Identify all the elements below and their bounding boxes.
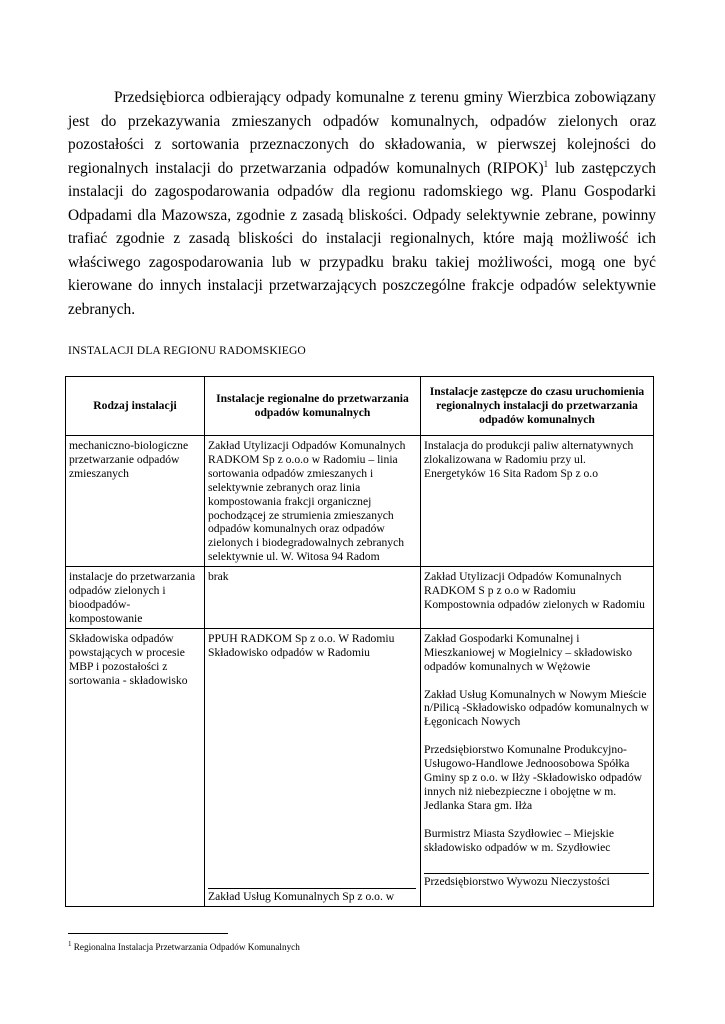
substitute-entry: Burmistrz Miasta Szydłowiec – Miejskie składowisko odpadów w m. Szydłowiec (424, 826, 614, 854)
footnote-text: Regionalna Instalacja Przetwarzania Odpadów Komunalnych (73, 942, 300, 953)
footnote-ref: 1 (543, 158, 549, 169)
cut-regional: Zakład Usług Komunalnych Sp z o.o. w (208, 888, 416, 904)
cut-substitute: Przedsiębiorstwo Wywozu Nieczystości (424, 873, 649, 889)
cell-substitute (421, 628, 654, 906)
spacer (208, 660, 416, 870)
cell-type: mechaniczno-biologiczne przetwarzanie odpadów zmieszanych (66, 436, 205, 567)
substitute-entry: Zakład Gospodarki Komunalnej i Mieszkaniowej w Mogielnicy – składowisko odpadów komunalnych w Wężowie (424, 631, 633, 673)
substitute-entry: Instalacja do produkcji paliw alternatywnych zlokalizowana w Radomiu przy ul. Energetyków 16 Sita Radom Sp z o.o (424, 439, 634, 480)
table-row (66, 436, 654, 567)
substitute-entry: Zakład Utylizacji Odpadów Komunalnych RADKOM S p z o.o w Radomiu Kompostownia odpadów zielonych w Radomiu (424, 570, 645, 611)
footnote (68, 940, 300, 952)
intro-paragraph (68, 86, 656, 321)
substitute-entry: Zakład Usług Komunalnych w Nowym Mieście n/Pilicą -Składowisko odpadów komunalnych w Łęgonicach Nowych (424, 687, 649, 729)
table-row (66, 567, 654, 629)
intro-text-continued: lub zastępczych instalacji do zagospodarowania odpadów dla regionu radomskiego wg. Planu Gospodarki Odpadami dla Mazowsza, zgodnie z zasadą bliskości. Odpady selektywnie zebrane, powinny trafiać zgodnie z zasadą bliskości do instalacji regionalnych, które mają możliwość ich właściwego zagospodarowania lub w przypadku braku takiej możliwości, mogą one być kierowane do innych instalacji przetwarzających poszczególne frakcje odpadów selektywnie zebranych. (68, 159, 656, 318)
cell-substitute (421, 436, 654, 567)
footnote-number: 1 (68, 940, 72, 948)
substitute-entry: Przedsiębiorstwo Komunalne Produkcyjno-Usługowo-Handlowe Jednoosobowa Spółka Gminy sp z o.o. w Iłży -Składowisko odpadów innych niż niebezpieczne i obojętne w m. Jedlanka Stara gm. Iłża (424, 743, 643, 812)
cell-type: instalacje do przetwarzania odpadów zielonych i bioodpadów-kompostowanie (66, 567, 205, 629)
intro-text: Przedsiębiorca odbierający odpady komunalne z terenu gminy Wierzbica zobowiązany jest do przekazywania zmieszanych odpadów komunalnych, odpadów zielonych oraz pozostałości z sortowania przeznaczonych do składowania, w pierwszej kolejności do regionalnych instalacji do przetwarzania odpadów komunalnych (RIPOK) (68, 89, 656, 177)
table-row (66, 628, 654, 906)
cell-regional: brak (205, 567, 421, 629)
header-regional: Instalacje regionalne do przetwarzania odpadów komunalnych (205, 377, 421, 436)
cell-substitute (421, 567, 654, 629)
footnote-rule (68, 933, 228, 934)
table-header-row (66, 377, 654, 436)
cell-regional (205, 628, 421, 906)
section-title: INSTALACJI DLA REGIONU RADOMSKIEGO (68, 344, 306, 357)
cell-regional: Zakład Utylizacji Odpadów Komunalnych RADKOM Sp z o.o.o w Radomiu – linia sortowania odpadów zmieszanych i selektywnie zebranych oraz linia kompostowania frakcji organicznej pochodzącej ze strumienia zmieszanych odpadów komunalnych oraz odpadów zielonych i biodegradowalnych zebranych selektywnie ul. W. Witosa 94 Radom (205, 436, 421, 567)
header-type: Rodzaj instalacji (66, 377, 205, 436)
header-substitute: Instalacje zastępcze do czasu uruchomienia regionalnych instalacji do przetwarzania odpadów komunalnych (421, 377, 654, 436)
regional-entry: PPUH RADKOM Sp z o.o. W Radomiu Składowisko odpadów w Radomiu (208, 631, 395, 659)
installations-table (65, 376, 654, 907)
cell-type: Składowiska odpadów powstających w procesie MBP i pozostałości z sortowania - składowisko (66, 628, 205, 906)
